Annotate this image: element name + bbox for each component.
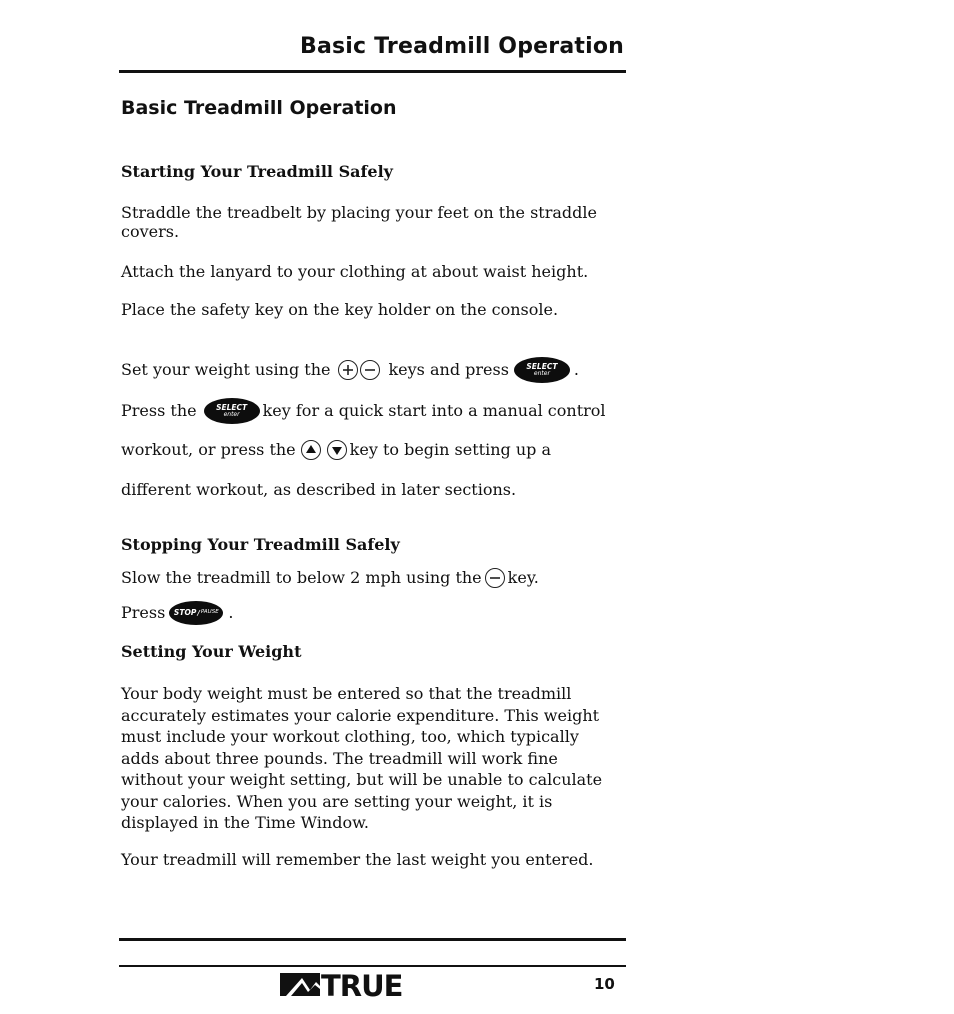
workout-text-b: key to begin setting up a [349,440,552,459]
slow-text-b: key. [507,568,539,587]
workout-line [121,439,551,461]
slow-text-a: Slow the treadmill to below 2 mph using the [121,568,482,587]
weight-heading: Setting Your Weight [121,642,302,661]
header-rule [119,70,626,73]
set-weight-text-b: keys and press [388,360,509,380]
true-logo-icon [280,972,435,998]
select-key-label: SELECT [526,362,558,372]
weight-line: without your weight setting, but will be unable to calculate [121,770,603,789]
weight-line: accurately estimates your calorie expenditure. This weight [121,705,600,725]
weight-paragraph [121,683,602,834]
press-stop-text-a: Press [121,603,166,623]
straddle-line-2: covers. [121,221,180,241]
select-enter-key-icon [204,398,260,424]
up-arrow-key-icon [301,440,321,460]
set-weight-text-c: . [573,360,580,380]
header-title: Basic Treadmill Operation [299,34,624,59]
minus-key-icon [485,568,505,588]
remember-weight-text: Your treadmill will remember the last weight you entered. [121,850,594,869]
weight-line: displayed in the Time Window. [121,813,369,832]
stop-pause-key-icon [169,601,223,625]
different-workout-text: different workout, as described in later sections. [121,480,517,499]
straddle-line-1: Straddle the treadbelt by placing your feet on the straddle [121,203,597,222]
enter-key-label: enter [533,369,550,377]
weight-line: must include your workout clothing, too, which typically [121,727,579,746]
press-stop-line [121,601,233,625]
stop-key-slash: / [197,608,200,617]
lanyard-text: Attach the lanyard to your clothing at about waist height. [121,262,589,281]
stopping-heading: Stopping Your Treadmill Safely [121,535,400,554]
true-logo [280,972,435,1003]
stop-key-label: STOP [173,608,197,618]
weight-line: your calories. When you are setting your weight, it is [121,791,553,811]
select-key-label: SELECT [216,403,248,413]
down-arrow-key-icon [327,440,347,460]
footer-rule-bottom [119,965,626,967]
press-select-line [121,398,606,424]
weight-line: adds about three pounds. The treadmill will work fine [121,748,558,768]
safety-key-text: Place the safety key on the key holder on the console. [121,300,559,319]
press-select-text-a: Press the [121,401,197,421]
press-select-text-b: key for a quick start into a manual control [262,401,606,421]
true-logo-text: TRUE [321,972,403,998]
pause-key-label: PAUSE [200,609,219,616]
straddle-text [121,202,597,242]
starting-heading: Starting Your Treadmill Safely [121,162,393,181]
section-title: Basic Treadmill Operation [121,97,397,119]
weight-line: Your body weight must be entered so that the treadmill [121,684,572,703]
press-stop-text-b: . [228,603,234,623]
set-weight-line [121,357,579,383]
minus-key-icon [360,360,380,380]
workout-text-a: workout, or press the [121,440,296,459]
page-number: 10 [594,975,615,993]
select-enter-key-icon [514,357,570,383]
slow-line [121,567,539,589]
footer-rule-top [119,938,626,941]
set-weight-text-a: Set your weight using the [121,360,331,380]
enter-key-label: enter [223,410,240,418]
plus-key-icon [338,360,358,380]
